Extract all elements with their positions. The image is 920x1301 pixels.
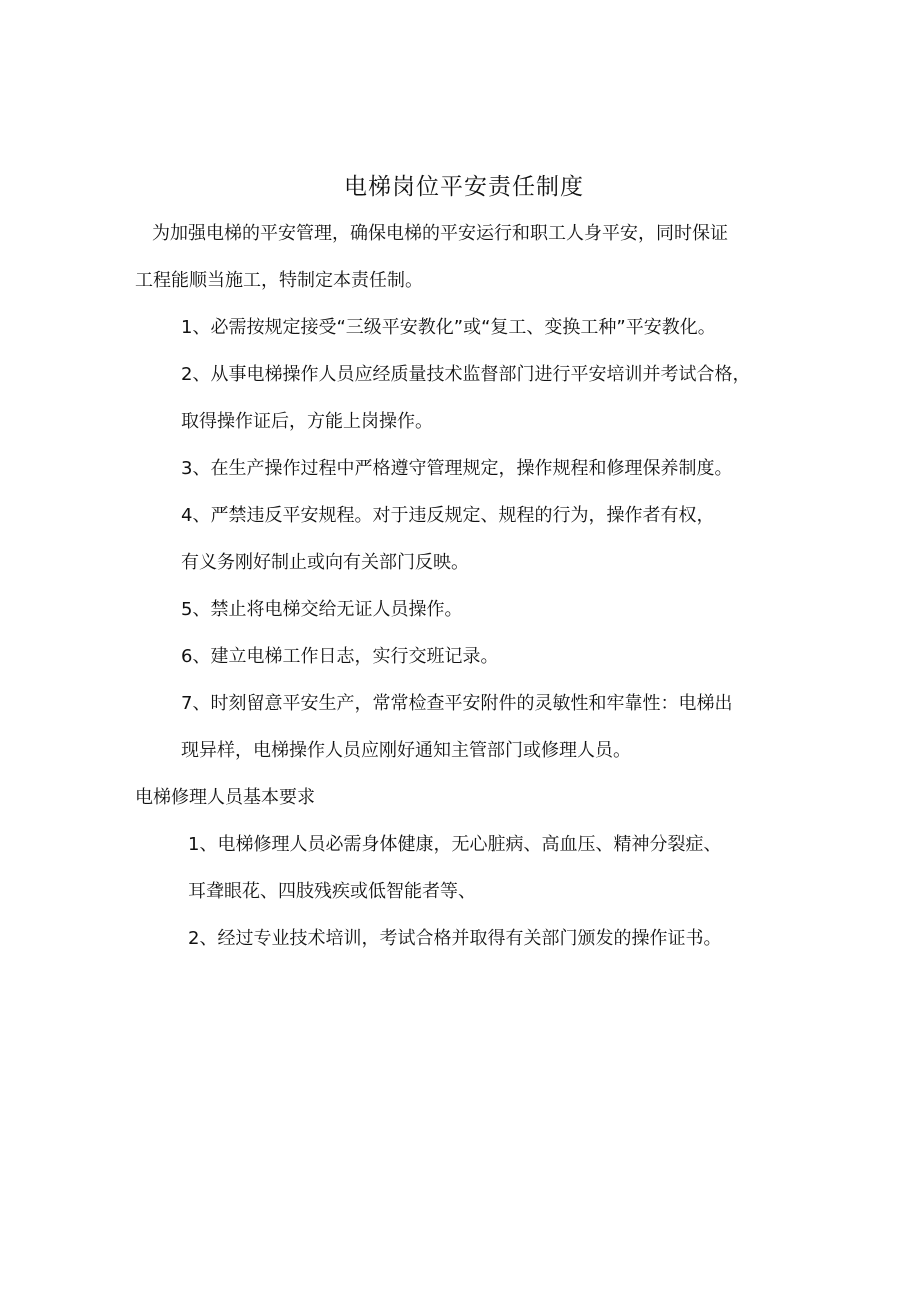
- item-6-line-1: 6、建立电梯工作日志，实行交班记录。: [181, 646, 499, 667]
- item-4-line-2: 有义务刚好制止或向有关部门反映。: [181, 552, 469, 573]
- item-3-line-1: 3、在生产操作过程中严格遵守管理规定，操作规程和修理保养制度。: [181, 458, 733, 479]
- document-title: 电梯岗位平安责任制度: [344, 174, 584, 200]
- item-5-line-1: 5、禁止将电梯交给无证人员操作。: [181, 599, 463, 620]
- item-7-line-1: 7、时刻留意平安生产，常常检查平安附件的灵敏性和牢靠性：电梯出: [181, 693, 733, 714]
- intro-line-1: 为加强电梯的平安管理，确保电梯的平安运行和职工人身平安，同时保证: [152, 223, 728, 244]
- item-2-line-2: 取得操作证后，方能上岗操作。: [181, 411, 433, 432]
- item-1-line-1: 1、必需按规定接受“三级平安教化”或“复工、变换工种”平安教化。: [181, 317, 716, 338]
- item-7-line-2: 现异样，电梯操作人员应刚好通知主管部门或修理人员。: [181, 740, 631, 761]
- section-2-item-1-line-1: 1、电梯修理人员必需身体健康，无心脏病、高血压、精神分裂症、: [188, 834, 722, 855]
- section-2-heading: 电梯修理人员基本要求: [135, 787, 315, 808]
- intro-line-2: 工程能顺当施工，特制定本责任制。: [135, 270, 423, 291]
- item-4-line-1: 4、严禁违反平安规程。对于违反规定、规程的行为，操作者有权，: [181, 505, 715, 526]
- section-2-item-2-line-1: 2、经过专业技术培训，考试合格并取得有关部门颁发的操作证书。: [188, 928, 722, 949]
- item-2-line-1: 2、从事电梯操作人员应经质量技术监督部门进行平安培训并考试合格，: [181, 364, 751, 385]
- section-2-item-1-line-2: 耳聋眼花、四肢残疾或低智能者等、: [188, 881, 476, 902]
